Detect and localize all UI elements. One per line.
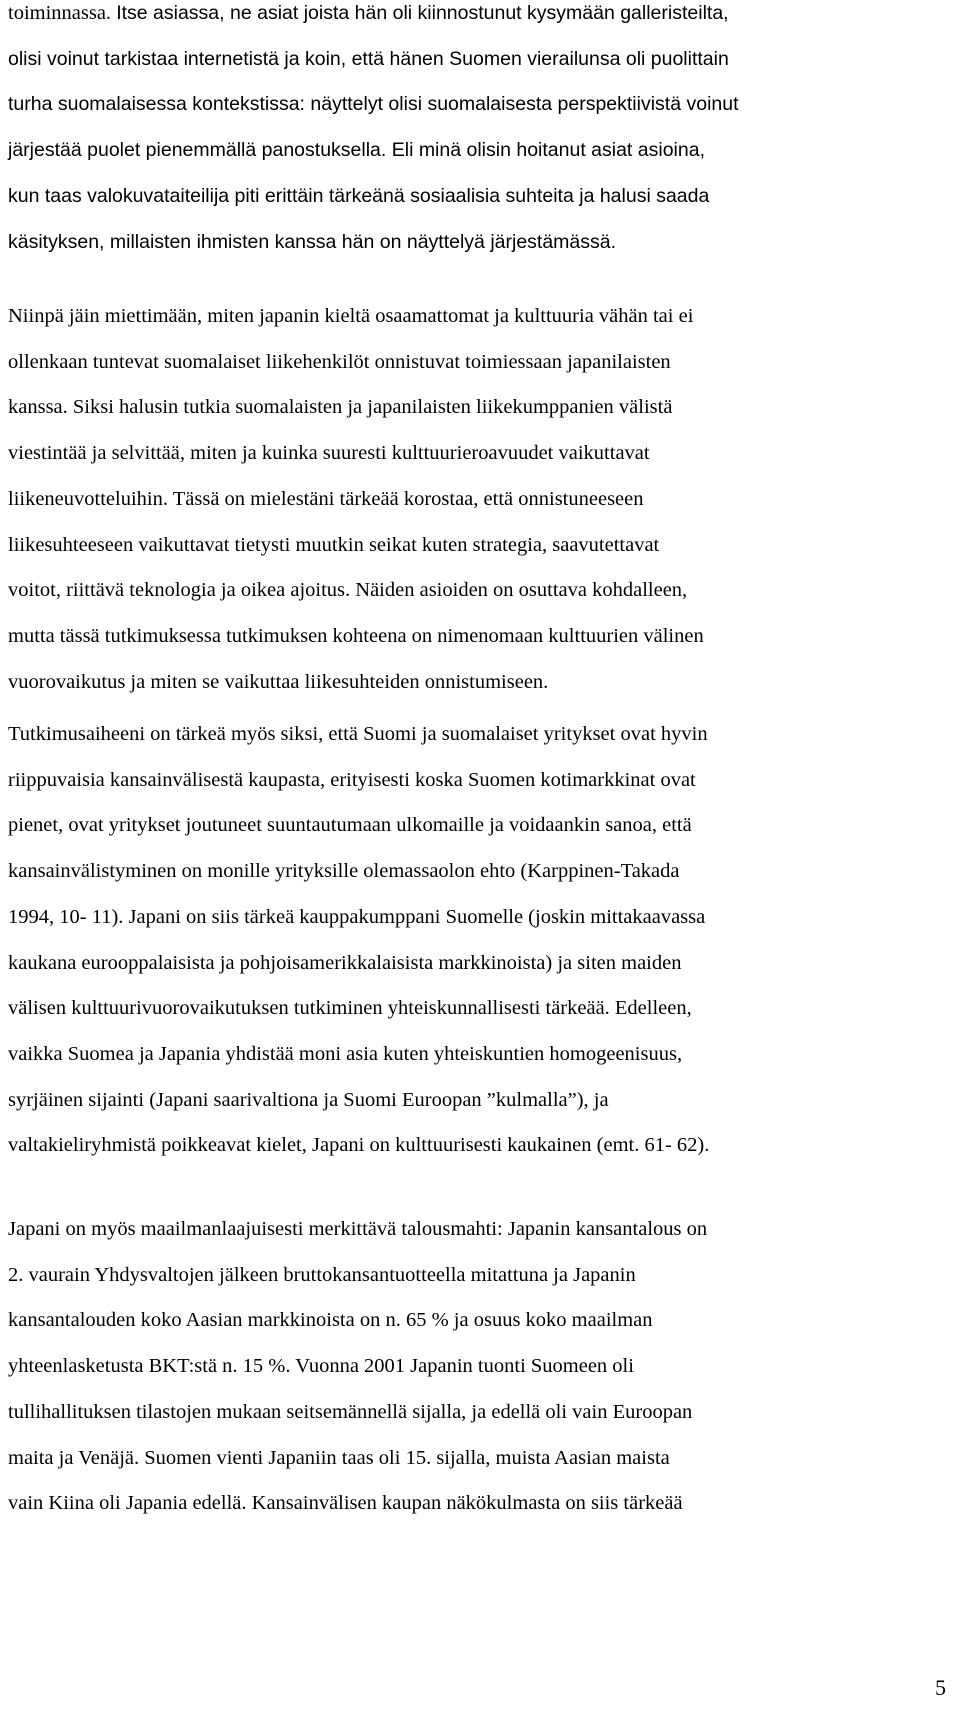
text-segment: käsityksen, millaisten ihmisten kanssa hän on näyttelyä järjestämässä. xyxy=(8,230,617,253)
text-segment: liikeneuvotteluihin. Tässä on mielestäni tärkeää korostaa, että onnistuneeseen xyxy=(8,487,644,510)
text-segment: olisi voinut tarkistaa internetistä ja koin, että hänen Suomen vierailunsa oli puolittain xyxy=(8,47,729,70)
text-segment: toiminnassa. xyxy=(8,2,117,24)
text-segment: kansainvälistyminen on monille yrityksille olemassaolon ehto (Karppinen-Takada xyxy=(8,860,680,883)
text-segment: maita ja Venäjä. Suomen vienti Japaniin taas oli 15. sijalla, muista Aasian maista xyxy=(8,1446,670,1469)
text-segment: 2. vaurain Yhdysvaltojen jälkeen bruttokansantuotteella mitattuna ja Japanin xyxy=(8,1263,636,1286)
text-line xyxy=(8,37,739,83)
text-line xyxy=(8,128,739,174)
text-segment: Tutkimusaiheeni on tärkeä myös siksi, että Suomi ja suomalaiset yritykset ovat hyvin xyxy=(8,723,708,745)
text-segment: mutta tässä tutkimuksessa tutkimuksen kohteena on nimenomaan kulttuurien välinen xyxy=(8,624,704,647)
text-line xyxy=(8,431,704,477)
text-segment: vain Kiina oli Japania edellä. Kansainvälisen kaupan näkökulmasta on siis tärkeää xyxy=(8,1492,683,1515)
text-segment: syrjäinen sijainti (Japani saarivaltiona ja Suomi Euroopan ”kulmalla”), ja xyxy=(8,1088,609,1111)
text-segment: kun taas valokuvataiteilija piti erittäin tärkeänä sosiaalisia suhteita ja halusi saada xyxy=(8,184,710,207)
text-line xyxy=(8,941,709,987)
text-line xyxy=(8,614,704,660)
text-line xyxy=(8,340,704,386)
text-line xyxy=(8,82,739,128)
text-line xyxy=(8,1078,709,1124)
text-segment: riippuvaisia kansainvälisestä kaupasta, erityisesti koska Suomen kotimarkkinat ovat xyxy=(8,768,696,791)
text-line xyxy=(8,1298,707,1344)
text-segment: järjestää puolet pienemmällä panostuksella. Eli minä olisin hoitanut asiat asioina, xyxy=(8,139,705,162)
text-segment: kaukana eurooppalaisista ja pohjoisamerikkalaisista markkinoista) ja siten maiden xyxy=(8,951,682,974)
text-line xyxy=(8,1253,707,1299)
text-line xyxy=(8,1123,709,1169)
text-line xyxy=(8,1436,707,1482)
paragraph-3 xyxy=(8,712,709,1169)
text-line xyxy=(8,294,704,340)
text-segment: tullihallituksen tilastojen mukaan seitsemännellä sijalla, ja edellä oli vain Euroopan xyxy=(8,1400,693,1423)
text-line xyxy=(8,220,739,266)
text-segment: vaikka Suomea ja Japania yhdistää moni asia kuten yhteiskuntien homogeenisuus, xyxy=(8,1042,683,1065)
text-line xyxy=(8,1207,707,1253)
text-line xyxy=(8,660,704,706)
paragraph-1 xyxy=(8,0,739,265)
text-segment: voitot, riittävä teknologia ja oikea ajoitus. Näiden asioiden on osuttava kohdalleen, xyxy=(8,579,688,602)
text-segment: pienet, ovat yritykset joutuneet suuntautumaan ulkomaille ja voidaankin sanoa, että xyxy=(8,814,692,837)
text-line xyxy=(8,712,709,758)
text-segment: Itse asiassa, ne asiat joista hän oli kiinnostunut kysymään galleristeilta, xyxy=(116,2,729,24)
text-line xyxy=(8,986,709,1032)
text-segment: ollenkaan tuntevat suomalaiset liikehenkilöt onnistuvat toimiessaan japanilaisten xyxy=(8,350,671,373)
text-line xyxy=(8,1344,707,1390)
text-line xyxy=(8,803,709,849)
text-segment: kansantalouden koko Aasian markkinoista on n. 65 % ja osuus koko maailman xyxy=(8,1309,653,1332)
text-segment: viestintää ja selvittää, miten ja kuinka suuresti kulttuurieroavuudet vaikuttavat xyxy=(8,442,650,465)
text-line xyxy=(8,1032,709,1078)
text-segment: yhteenlasketusta BKT:stä n. 15 %. Vuonna 2001 Japanin tuonti Suomeen oli xyxy=(8,1355,634,1378)
text-line xyxy=(8,895,709,941)
text-segment: Japani on myös maailmanlaajuisesti merkittävä talousmahti: Japanin kansantalous on xyxy=(8,1218,708,1240)
text-segment: Niinpä jäin miettimään, miten japanin kieltä osaamattomat ja kulttuuria vähän tai ei xyxy=(8,305,694,327)
text-segment: valtakieliryhmistä poikkeavat kielet, Japani on kulttuurisesti kaukainen (emt. 61- 62). xyxy=(8,1134,710,1157)
text-line xyxy=(8,0,739,37)
text-segment: vuorovaikutus ja miten se vaikuttaa liikesuhteiden onnistumiseen. xyxy=(8,670,549,693)
text-line xyxy=(8,477,704,523)
text-line xyxy=(8,758,709,804)
text-segment: välisen kulttuurivuorovaikutuksen tutkiminen yhteiskunnallisesti tärkeää. Edelleen, xyxy=(8,997,692,1020)
text-line xyxy=(8,568,704,614)
paragraph-2 xyxy=(8,294,704,705)
page-number: 5 xyxy=(935,1675,946,1700)
text-line xyxy=(8,523,704,569)
text-line xyxy=(8,849,709,895)
text-segment: kanssa. Siksi halusin tutkia suomalaisten ja japanilaisten liikekumppanien välistä xyxy=(8,396,673,419)
text-segment: turha suomalaisessa kontekstissa: näyttelyt olisi suomalaisesta perspektiivistä voinut xyxy=(8,93,739,116)
text-segment: liikesuhteeseen vaikuttavat tietysti muutkin seikat kuten strategia, saavutettavat xyxy=(8,533,660,556)
text-segment: 1994, 10- 11). Japani on siis tärkeä kauppakumppani Suomelle (joskin mittakaavassa xyxy=(8,905,706,928)
text-line xyxy=(8,1390,707,1436)
text-line xyxy=(8,385,704,431)
text-line xyxy=(8,1481,707,1527)
paragraph-4 xyxy=(8,1207,707,1527)
text-line xyxy=(8,174,739,220)
